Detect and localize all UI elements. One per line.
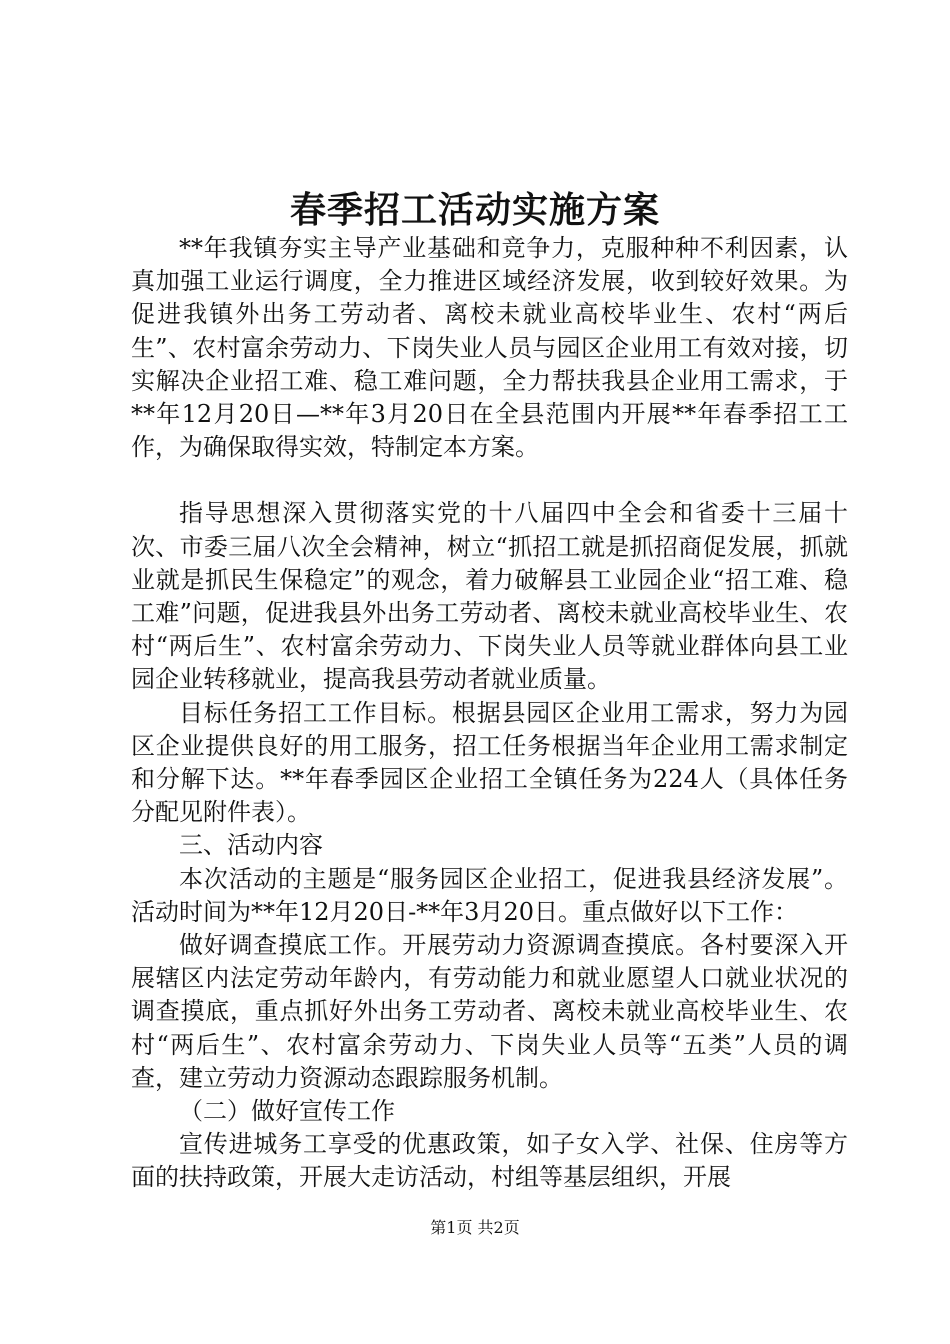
paragraph-survey: 做好调查摸底工作。开展劳动力资源调查摸底。各村要深入开展辖区内法定劳动年龄内，有劳动能力和就业愿望人口就业状况的调查摸底，重点抓好外出务工劳动者、离校未就业高校毕业生、农村“两后生”、农村富余劳动力、下岗失业人员等“五类”人员的调查，建立劳动力资源动态跟踪服务机制。	[131, 931, 848, 1092]
page-footer: 第1页 共2页	[430, 1218, 520, 1237]
document-title: 春季招工活动实施方案	[289, 189, 660, 231]
section-heading-publicity: （二）做好宣传工作	[179, 1097, 395, 1126]
paragraph-gap	[131, 464, 848, 497]
section-heading-activities: 三、活动内容	[179, 831, 323, 860]
paragraph-guiding-ideology: 指导思想深入贯彻落实党的十八届四中全会和省委十三届十次、市委三届八次全会精神，树立“抓招工就是抓招商促发展，抓就业就是抓民生保稳定”的观念，着力破解县工业园企业“招工难、稳工难”问题，促进我县外出务工劳动者、离校未就业高校毕业生、农村“两后生”、农村富余劳动力、下岗失业人员等就业群体向县工业园企业转移就业，提高我县劳动者就业质量。	[131, 499, 848, 694]
paragraph-publicity: 宣传进城务工享受的优惠政策，如子女入学、社保、住房等方面的扶持政策，开展大走访活动，村组等基层组织，开展	[131, 1130, 848, 1192]
document-body	[131, 232, 848, 1195]
paragraph-intro: **年我镇夯实主导产业基础和竞争力，克服种种不利因素，认真加强工业运行调度，全力推进区域经济发展，收到较好效果。为促进我镇外出务工劳动者、离校未就业高校毕业生、农村“两后生”、农村富余劳动力、下岗失业人员与园区企业用工有效对接，切实解决企业招工难、稳工难问题，全力帮扶我县企业用工需求，于**年12月20日—**年3月20日在全县范围内开展**年春季招工工作，为确保取得实效，特制定本方案。	[131, 234, 848, 462]
paragraph-targets: 目标任务招工工作目标。根据县园区企业用工需求，努力为园区企业提供良好的用工服务，招工任务根据当年企业用工需求制定和分解下达。**年春季园区企业招工全镇任务为224人（具体任务分配见附件表）。	[131, 698, 848, 827]
paragraph-activity-theme: 本次活动的主题是“服务园区企业招工，促进我县经济发展”。活动时间为**年12月20日-**年3月20日。重点做好以下工作：	[131, 864, 848, 926]
